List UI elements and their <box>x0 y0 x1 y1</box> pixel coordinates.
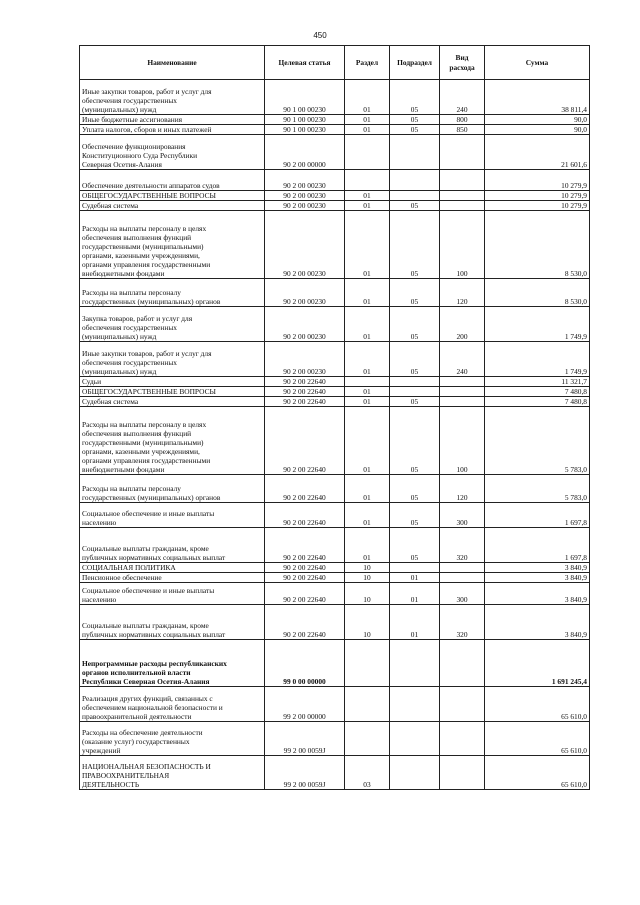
table-row <box>80 279 590 307</box>
row-sum-cell: 65 610,0 <box>485 722 590 756</box>
row-subsection-cell <box>390 563 440 573</box>
column-header-name: Наименование <box>80 46 265 80</box>
table-row <box>80 135 590 170</box>
table-row <box>80 201 590 211</box>
row-kind-cell <box>440 201 485 211</box>
row-kind-cell: 800 <box>440 115 485 125</box>
row-subsection-cell <box>390 756 440 790</box>
row-subsection-cell: 05 <box>390 279 440 307</box>
table-body <box>80 80 590 790</box>
row-name-cell: Расходы на выплаты персоналу в целях обеспечения выполнения функций государственными (муниципальными) органами, казенными учреждениями, органами управления государственными внебюджетными фондами <box>80 211 265 279</box>
row-target-cell: 90 2 00 22640 <box>265 503 345 528</box>
row-section-cell: 10 <box>345 583 390 605</box>
row-section-cell <box>345 135 390 170</box>
row-subsection-cell <box>390 687 440 722</box>
row-target-cell: 90 2 00 22640 <box>265 605 345 640</box>
row-subsection-cell: 05 <box>390 115 440 125</box>
row-kind-cell: 320 <box>440 528 485 563</box>
row-subsection-cell <box>390 170 440 191</box>
row-kind-cell <box>440 191 485 201</box>
row-sum-cell: 10 279,9 <box>485 201 590 211</box>
row-target-cell: 90 2 00 22640 <box>265 528 345 563</box>
row-subsection-cell: 05 <box>390 342 440 377</box>
row-target-cell: 90 1 00 00230 <box>265 125 345 135</box>
row-section-cell: 01 <box>345 279 390 307</box>
row-target-cell: 90 2 00 22640 <box>265 377 345 387</box>
row-target-cell: 90 2 00 00230 <box>265 342 345 377</box>
column-header-kind: Вид расхода <box>440 46 485 80</box>
row-name-cell: Непрограммные расходы республиканских органов исполнительной власти Республики Северная Осетия-Алания <box>80 640 265 687</box>
row-kind-cell <box>440 397 485 407</box>
row-subsection-cell <box>390 135 440 170</box>
row-section-cell <box>345 640 390 687</box>
row-name-cell: СОЦИАЛЬНАЯ ПОЛИТИКА <box>80 563 265 573</box>
row-sum-cell: 65 610,0 <box>485 756 590 790</box>
row-target-cell: 90 1 00 00230 <box>265 115 345 125</box>
row-sum-cell: 8 530,0 <box>485 279 590 307</box>
row-kind-cell: 850 <box>440 125 485 135</box>
row-target-cell: 90 2 00 00230 <box>265 307 345 342</box>
row-subsection-cell <box>390 387 440 397</box>
row-sum-cell: 7 480,8 <box>485 387 590 397</box>
row-target-cell: 90 2 00 00230 <box>265 279 345 307</box>
row-name-cell: ОБЩЕГОСУДАРСТВЕННЫЕ ВОПРОСЫ <box>80 191 265 201</box>
row-kind-cell <box>440 135 485 170</box>
table-row <box>80 170 590 191</box>
row-section-cell: 01 <box>345 503 390 528</box>
row-section-cell: 01 <box>345 475 390 503</box>
row-sum-cell: 3 840,9 <box>485 605 590 640</box>
row-kind-cell <box>440 687 485 722</box>
row-name-cell: Обеспечение функционирования Конституционного Суда Республики Северная Осетия-Алания <box>80 135 265 170</box>
column-header-section: Раздел <box>345 46 390 80</box>
row-sum-cell: 7 480,8 <box>485 397 590 407</box>
row-sum-cell: 65 610,0 <box>485 687 590 722</box>
row-kind-cell: 300 <box>440 583 485 605</box>
row-kind-cell: 200 <box>440 307 485 342</box>
row-name-cell: Пенсионное обеспечение <box>80 573 265 583</box>
table-row <box>80 583 590 605</box>
row-kind-cell <box>440 640 485 687</box>
table-row <box>80 397 590 407</box>
row-name-cell: Обеспечение деятельности аппаратов судов <box>80 170 265 191</box>
row-name-cell: Социальные выплаты гражданам, кроме публичных нормативных социальных выплат <box>80 528 265 563</box>
row-section-cell <box>345 722 390 756</box>
row-section-cell <box>345 377 390 387</box>
row-sum-cell: 90,0 <box>485 115 590 125</box>
row-sum-cell: 21 601,6 <box>485 135 590 170</box>
row-section-cell: 10 <box>345 605 390 640</box>
row-name-cell: Расходы на обеспечение деятельности (оказание услуг) государственных учреждений <box>80 722 265 756</box>
row-subsection-cell: 05 <box>390 211 440 279</box>
row-sum-cell: 10 279,9 <box>485 191 590 201</box>
row-target-cell: 90 2 00 22640 <box>265 407 345 475</box>
row-kind-cell: 240 <box>440 80 485 115</box>
row-target-cell: 99 2 00 0059J <box>265 756 345 790</box>
row-kind-cell: 100 <box>440 211 485 279</box>
row-kind-cell: 120 <box>440 279 485 307</box>
row-sum-cell: 1 691 245,4 <box>485 640 590 687</box>
row-sum-cell: 1 697,8 <box>485 528 590 563</box>
row-section-cell: 01 <box>345 115 390 125</box>
row-kind-cell <box>440 722 485 756</box>
table-row <box>80 573 590 583</box>
row-target-cell: 90 2 00 22640 <box>265 573 345 583</box>
row-subsection-cell <box>390 377 440 387</box>
row-section-cell: 01 <box>345 342 390 377</box>
table-row <box>80 605 590 640</box>
row-name-cell: ОБЩЕГОСУДАРСТВЕННЫЕ ВОПРОСЫ <box>80 387 265 397</box>
table-row <box>80 191 590 201</box>
row-section-cell: 01 <box>345 407 390 475</box>
row-subsection-cell <box>390 191 440 201</box>
row-name-cell: Расходы на выплаты персоналу государственных (муниципальных) органов <box>80 279 265 307</box>
row-subsection-cell: 05 <box>390 201 440 211</box>
page-number: 450 <box>313 31 327 40</box>
row-sum-cell: 1 749,9 <box>485 307 590 342</box>
row-section-cell: 01 <box>345 191 390 201</box>
row-subsection-cell: 05 <box>390 475 440 503</box>
row-target-cell: 90 2 00 00230 <box>265 211 345 279</box>
table-row <box>80 756 590 790</box>
row-target-cell: 90 2 00 00230 <box>265 170 345 191</box>
row-kind-cell <box>440 573 485 583</box>
row-kind-cell <box>440 170 485 191</box>
table-row <box>80 722 590 756</box>
row-name-cell: Социальное обеспечение и иные выплаты населению <box>80 503 265 528</box>
row-subsection-cell: 05 <box>390 125 440 135</box>
row-name-cell: Уплата налогов, сборов и иных платежей <box>80 125 265 135</box>
row-target-cell: 90 2 00 22640 <box>265 475 345 503</box>
row-sum-cell: 11 321,7 <box>485 377 590 387</box>
row-subsection-cell: 05 <box>390 503 440 528</box>
row-name-cell: Расходы на выплаты персоналу в целях обеспечения выполнения функций государственными (муниципальными) органами, казенными учреждениями, органами управления государственными внебюджетными фондами <box>80 407 265 475</box>
row-name-cell: Закупка товаров, работ и услуг для обеспечения государственных (муниципальных) нужд <box>80 307 265 342</box>
row-name-cell: Судебная система <box>80 397 265 407</box>
row-sum-cell: 3 840,9 <box>485 583 590 605</box>
row-sum-cell: 5 783,0 <box>485 407 590 475</box>
row-kind-cell <box>440 387 485 397</box>
row-sum-cell: 90,0 <box>485 125 590 135</box>
row-sum-cell: 5 783,0 <box>485 475 590 503</box>
row-name-cell: Социальные выплаты гражданам, кроме публичных нормативных социальных выплат <box>80 605 265 640</box>
row-subsection-cell: 05 <box>390 397 440 407</box>
row-name-cell: Социальное обеспечение и иные выплаты населению <box>80 583 265 605</box>
table-row <box>80 503 590 528</box>
row-name-cell: Реализация других функций, связанных с обеспечением национальной безопасности и правоохранительной деятельности <box>80 687 265 722</box>
row-name-cell: Иные закупки товаров, работ и услуг для обеспечения государственных (муниципальных) нужд <box>80 80 265 115</box>
row-kind-cell: 100 <box>440 407 485 475</box>
table-row <box>80 387 590 397</box>
table-row <box>80 640 590 687</box>
table-row <box>80 407 590 475</box>
row-section-cell: 10 <box>345 573 390 583</box>
row-target-cell: 90 2 00 22640 <box>265 563 345 573</box>
table-row <box>80 528 590 563</box>
row-target-cell: 90 2 00 00230 <box>265 191 345 201</box>
row-section-cell: 01 <box>345 307 390 342</box>
table-row <box>80 687 590 722</box>
row-kind-cell <box>440 377 485 387</box>
row-name-cell: Иные бюджетные ассигнования <box>80 115 265 125</box>
table-header <box>80 46 590 80</box>
row-kind-cell: 320 <box>440 605 485 640</box>
table-row <box>80 377 590 387</box>
table-row <box>80 342 590 377</box>
row-name-cell: Иные закупки товаров, работ и услуг для обеспечения государственных (муниципальных) нужд <box>80 342 265 377</box>
row-subsection-cell <box>390 640 440 687</box>
row-target-cell: 90 2 00 00230 <box>265 201 345 211</box>
row-section-cell: 03 <box>345 756 390 790</box>
row-subsection-cell: 05 <box>390 80 440 115</box>
row-subsection-cell: 01 <box>390 573 440 583</box>
row-section-cell: 01 <box>345 125 390 135</box>
row-section-cell <box>345 170 390 191</box>
row-section-cell <box>345 687 390 722</box>
row-subsection-cell: 05 <box>390 307 440 342</box>
row-sum-cell: 1 749,9 <box>485 342 590 377</box>
row-target-cell: 90 2 00 22640 <box>265 583 345 605</box>
row-target-cell: 90 2 00 22640 <box>265 387 345 397</box>
row-target-cell: 99 2 00 0059J <box>265 722 345 756</box>
column-header-target: Целевая статья <box>265 46 345 80</box>
row-target-cell: 90 1 00 00230 <box>265 80 345 115</box>
row-sum-cell: 3 840,9 <box>485 573 590 583</box>
row-subsection-cell: 01 <box>390 605 440 640</box>
column-header-sum: Сумма <box>485 46 590 80</box>
row-section-cell: 01 <box>345 397 390 407</box>
row-name-cell: Судьи <box>80 377 265 387</box>
row-target-cell: 99 0 00 00000 <box>265 640 345 687</box>
row-section-cell: 01 <box>345 201 390 211</box>
row-subsection-cell: 01 <box>390 583 440 605</box>
table-row <box>80 80 590 115</box>
row-sum-cell: 8 530,0 <box>485 211 590 279</box>
row-section-cell: 10 <box>345 563 390 573</box>
row-target-cell: 90 2 00 22640 <box>265 397 345 407</box>
row-target-cell: 99 2 00 00000 <box>265 687 345 722</box>
row-subsection-cell: 05 <box>390 528 440 563</box>
row-section-cell: 01 <box>345 528 390 563</box>
row-name-cell: Расходы на выплаты персоналу государственных (муниципальных) органов <box>80 475 265 503</box>
row-kind-cell <box>440 563 485 573</box>
row-name-cell: НАЦИОНАЛЬНАЯ БЕЗОПАСНОСТЬ И ПРАВООХРАНИТЕЛЬНАЯ ДЕЯТЕЛЬНОСТЬ <box>80 756 265 790</box>
table-row <box>80 307 590 342</box>
table-row <box>80 125 590 135</box>
table-row <box>80 211 590 279</box>
row-sum-cell: 10 279,9 <box>485 170 590 191</box>
row-kind-cell: 240 <box>440 342 485 377</box>
row-subsection-cell <box>390 722 440 756</box>
row-target-cell: 90 2 00 00000 <box>265 135 345 170</box>
budget-table <box>79 45 590 790</box>
row-sum-cell: 38 811,4 <box>485 80 590 115</box>
row-subsection-cell: 05 <box>390 407 440 475</box>
row-kind-cell: 300 <box>440 503 485 528</box>
table-row <box>80 475 590 503</box>
row-sum-cell: 1 697,8 <box>485 503 590 528</box>
row-kind-cell: 120 <box>440 475 485 503</box>
row-section-cell: 01 <box>345 211 390 279</box>
row-name-cell: Судебная система <box>80 201 265 211</box>
table-row <box>80 115 590 125</box>
column-header-subsection: Подраздел <box>390 46 440 80</box>
table-row <box>80 563 590 573</box>
row-sum-cell: 3 840,9 <box>485 563 590 573</box>
row-section-cell: 01 <box>345 80 390 115</box>
row-section-cell: 01 <box>345 387 390 397</box>
row-kind-cell <box>440 756 485 790</box>
